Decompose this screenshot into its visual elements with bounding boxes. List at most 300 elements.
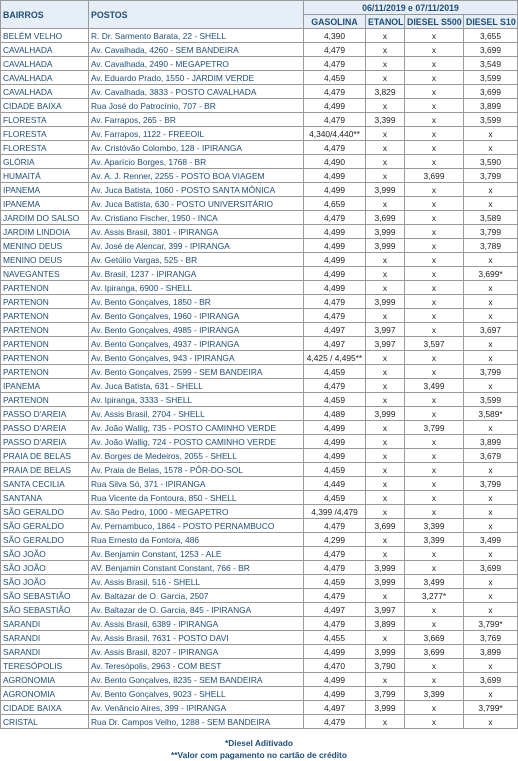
cell-posto: Av. Getúlio Vargas, 525 - BR [89, 253, 304, 267]
table-row [1, 169, 518, 183]
cell-etanol: 3,829 [366, 85, 405, 99]
cell-diesel-s500: x [405, 603, 464, 617]
cell-posto: Av. Assis Brasil, 6389 - IPIRANGA [89, 617, 304, 631]
cell-diesel-s500: x [405, 211, 464, 225]
cell-diesel-s10: x [464, 295, 518, 309]
table-row [1, 267, 518, 281]
cell-posto: Av. Bento Gonçalves, 4937 - IPIRANGA [89, 337, 304, 351]
cell-etanol: 3,999 [366, 225, 405, 239]
cell-bairro: SARANDI [1, 645, 89, 659]
cell-etanol: x [366, 449, 405, 463]
cell-diesel-s10: 3,697 [464, 323, 518, 337]
cell-gasolina: 4,479 [304, 561, 366, 575]
table-row [1, 421, 518, 435]
cell-bairro: SÃO SEBASTIÃO [1, 589, 89, 603]
cell-bairro: MENINO DEUS [1, 253, 89, 267]
cell-bairro: PARTENON [1, 295, 89, 309]
cell-gasolina: 4,499 [304, 645, 366, 659]
cell-diesel-s500: x [405, 477, 464, 491]
table-row [1, 99, 518, 113]
table-row [1, 659, 518, 673]
table-row [1, 477, 518, 491]
header-diesel-s500: DIESEL S500 [405, 15, 464, 29]
cell-diesel-s10: 3,699 [464, 43, 518, 57]
cell-gasolina: 4,479 [304, 85, 366, 99]
cell-diesel-s10: 3,789 [464, 239, 518, 253]
cell-gasolina: 4,399 /4,479 [304, 505, 366, 519]
cell-diesel-s10: x [464, 603, 518, 617]
cell-bairro: JARDIM DO SALSO [1, 211, 89, 225]
cell-posto: Av. Borges de Medeiros, 2055 - SHELL [89, 449, 304, 463]
cell-diesel-s500: x [405, 617, 464, 631]
cell-bairro: SANTA CECILIA [1, 477, 89, 491]
cell-posto: Av. São Pedro, 1000 - MEGAPETRO [89, 505, 304, 519]
cell-gasolina: 4,479 [304, 141, 366, 155]
cell-bairro: PARTENON [1, 393, 89, 407]
table-row [1, 645, 518, 659]
table-row [1, 155, 518, 169]
cell-etanol: x [366, 267, 405, 281]
table-row [1, 463, 518, 477]
cell-etanol: x [366, 589, 405, 603]
cell-gasolina: 4,499 [304, 99, 366, 113]
cell-gasolina: 4,479 [304, 309, 366, 323]
cell-posto: Av. Bento Gonçalves, 4985 - IPIRANGA [89, 323, 304, 337]
cell-bairro: NAVEGANTES [1, 267, 89, 281]
cell-diesel-s10: 3,549 [464, 57, 518, 71]
cell-bairro: SÃO JOÃO [1, 575, 89, 589]
cell-diesel-s10: x [464, 589, 518, 603]
cell-diesel-s10: 3,499 [464, 533, 518, 547]
cell-bairro: PARTENON [1, 323, 89, 337]
cell-diesel-s500: x [405, 351, 464, 365]
cell-diesel-s500: x [405, 85, 464, 99]
cell-gasolina: 4,497 [304, 323, 366, 337]
cell-diesel-s500: x [405, 127, 464, 141]
cell-gasolina: 4,479 [304, 43, 366, 57]
cell-bairro: IPANEMA [1, 183, 89, 197]
cell-posto: Av. Bento Gonçalves, 1960 - IPIRANGA [89, 309, 304, 323]
cell-diesel-s10: 3,799 [464, 169, 518, 183]
cell-bairro: GLÓRIA [1, 155, 89, 169]
cell-diesel-s500: x [405, 267, 464, 281]
cell-diesel-s10: 3,899 [464, 99, 518, 113]
cell-gasolina: 4,499 [304, 169, 366, 183]
cell-etanol: x [366, 379, 405, 393]
cell-etanol: x [366, 57, 405, 71]
table-row [1, 589, 518, 603]
cell-etanol: x [366, 393, 405, 407]
cell-diesel-s10: 3,699* [464, 267, 518, 281]
cell-diesel-s500: x [405, 281, 464, 295]
cell-diesel-s500: x [405, 659, 464, 673]
cell-posto: Av. José de Alencar, 399 - IPIRANGA [89, 239, 304, 253]
cell-bairro: PARTENON [1, 351, 89, 365]
cell-gasolina: 4,479 [304, 295, 366, 309]
table-row [1, 211, 518, 225]
cell-diesel-s500: x [405, 407, 464, 421]
cell-bairro: JARDIM LINDOIA [1, 225, 89, 239]
cell-gasolina: 4,659 [304, 197, 366, 211]
cell-posto: Av. Cristóvão Colombo, 128 - IPIRANGA [89, 141, 304, 155]
cell-bairro: PASSO D'AREIA [1, 407, 89, 421]
cell-gasolina: 4,390 [304, 29, 366, 43]
cell-gasolina: 4,479 [304, 57, 366, 71]
cell-diesel-s500: 3,499 [405, 379, 464, 393]
cell-bairro: PARTENON [1, 337, 89, 351]
cell-posto: Av. Assis Brasil, 8207 - IPIRANGA [89, 645, 304, 659]
cell-bairro: CAVALHADA [1, 71, 89, 85]
cell-etanol: x [366, 505, 405, 519]
cell-diesel-s10: 3,699 [464, 561, 518, 575]
cell-gasolina: 4,459 [304, 575, 366, 589]
cell-diesel-s10: x [464, 281, 518, 295]
cell-gasolina: 4,340/4,440** [304, 127, 366, 141]
cell-etanol: x [366, 169, 405, 183]
cell-posto: Av. Pernambuco, 1864 - POSTO PERNAMBUCO [89, 519, 304, 533]
cell-diesel-s500: x [405, 225, 464, 239]
footnotes [0, 737, 518, 761]
cell-gasolina: 4,425 / 4,495** [304, 351, 366, 365]
cell-diesel-s10: 3,799* [464, 617, 518, 631]
cell-etanol: x [366, 547, 405, 561]
cell-diesel-s500: x [405, 309, 464, 323]
header-period: 06/11/2019 e 07/11/2019 [304, 1, 518, 15]
note-diesel-aditivado: *Diesel Aditivado [224, 738, 294, 748]
cell-etanol: x [366, 99, 405, 113]
cell-etanol: x [366, 351, 405, 365]
cell-etanol: x [366, 365, 405, 379]
table-row [1, 323, 518, 337]
cell-diesel-s500: x [405, 295, 464, 309]
cell-etanol: 3,699 [366, 519, 405, 533]
cell-bairro: SARANDI [1, 631, 89, 645]
cell-diesel-s10: x [464, 351, 518, 365]
cell-diesel-s500: x [405, 99, 464, 113]
cell-diesel-s10: 3,799 [464, 225, 518, 239]
cell-posto: Rua Vicente da Fontoura, 850 - SHELL [89, 491, 304, 505]
table-row [1, 701, 518, 715]
cell-bairro: CAVALHADA [1, 85, 89, 99]
cell-diesel-s500: x [405, 197, 464, 211]
cell-bairro: IPANEMA [1, 197, 89, 211]
cell-gasolina: 4,499 [304, 673, 366, 687]
cell-gasolina: 4,497 [304, 603, 366, 617]
cell-posto: Av. Baltazar de O. Garcia, 845 - IPIRANGA [89, 603, 304, 617]
cell-etanol: x [366, 533, 405, 547]
header-bairros: BAIRROS [1, 1, 89, 29]
cell-gasolina: 4,499 [304, 239, 366, 253]
cell-gasolina: 4,459 [304, 71, 366, 85]
cell-etanol: x [366, 253, 405, 267]
cell-bairro: CIDADE BAIXA [1, 99, 89, 113]
cell-bairro: SÃO JOÃO [1, 561, 89, 575]
cell-posto: Rua Ernesto da Fontora, 486 [89, 533, 304, 547]
cell-diesel-s10: x [464, 687, 518, 701]
cell-diesel-s10: x [464, 127, 518, 141]
cell-posto: Rua José do Patrocínio, 707 - BR [89, 99, 304, 113]
cell-bairro: AGRONOMIA [1, 673, 89, 687]
table-row [1, 85, 518, 99]
cell-posto: Rua Silva Só, 371 - IPIRANGA [89, 477, 304, 491]
table-header [1, 1, 518, 29]
cell-diesel-s500: 3,699 [405, 645, 464, 659]
cell-posto: Av. Juca Batista, 631 - SHELL [89, 379, 304, 393]
cell-bairro: HUMAITÁ [1, 169, 89, 183]
cell-gasolina: 4,499 [304, 225, 366, 239]
table-row [1, 379, 518, 393]
cell-posto: Av. Aparício Borges, 1768 - BR [89, 155, 304, 169]
cell-diesel-s500: x [405, 43, 464, 57]
cell-diesel-s10: 3,699 [464, 85, 518, 99]
table-row [1, 533, 518, 547]
cell-etanol: 3,799 [366, 687, 405, 701]
cell-etanol: x [366, 29, 405, 43]
cell-diesel-s500: 3,399 [405, 533, 464, 547]
cell-posto: Av. Praia de Belas, 1578 - PÔR-DO-SOL [89, 463, 304, 477]
cell-diesel-s10: 3,899 [464, 435, 518, 449]
cell-gasolina: 4,499 [304, 687, 366, 701]
header-gasolina: GASOLINA [304, 15, 366, 29]
table-row [1, 547, 518, 561]
table-row [1, 309, 518, 323]
cell-gasolina: 4,479 [304, 715, 366, 729]
cell-etanol: 3,399 [366, 113, 405, 127]
table-row [1, 687, 518, 701]
cell-posto: Av. Ipiranga, 3333 - SHELL [89, 393, 304, 407]
cell-posto: Av. Eduardo Prado, 1550 - JARDIM VERDE [89, 71, 304, 85]
table-row [1, 239, 518, 253]
cell-bairro: CAVALHADA [1, 57, 89, 71]
cell-etanol: x [366, 281, 405, 295]
cell-posto: Av. Baltazar de O. Garcia, 2507 [89, 589, 304, 603]
cell-etanol: 3,790 [366, 659, 405, 673]
cell-gasolina: 4,479 [304, 211, 366, 225]
cell-bairro: CRISTAL [1, 715, 89, 729]
cell-gasolina: 4,499 [304, 267, 366, 281]
cell-posto: Av. Bento Gonçalves, 1850 - BR [89, 295, 304, 309]
cell-diesel-s10: x [464, 421, 518, 435]
cell-bairro: SÃO GERALDO [1, 505, 89, 519]
cell-bairro: SÃO JOÃO [1, 547, 89, 561]
cell-etanol: x [366, 477, 405, 491]
table-row [1, 365, 518, 379]
cell-posto: Av. Cristiano Fischer, 1950 - INCA [89, 211, 304, 225]
cell-gasolina: 4,459 [304, 463, 366, 477]
cell-bairro: CAVALHADA [1, 43, 89, 57]
cell-posto: Av. Cavalhada, 2490 - MEGAPETRO [89, 57, 304, 71]
cell-gasolina: 4,455 [304, 631, 366, 645]
cell-diesel-s10: x [464, 463, 518, 477]
cell-posto: Av. Teresópolis, 2963 - COM BEST [89, 659, 304, 673]
header-postos: POSTOS [89, 1, 304, 29]
cell-diesel-s500: x [405, 239, 464, 253]
cell-etanol: x [366, 141, 405, 155]
table-row [1, 631, 518, 645]
header-diesel-s10: DIESEL S10 [464, 15, 518, 29]
cell-diesel-s500: x [405, 365, 464, 379]
cell-bairro: IPANEMA [1, 379, 89, 393]
cell-diesel-s10: 3,599 [464, 71, 518, 85]
cell-etanol: x [366, 309, 405, 323]
cell-diesel-s500: 3,597 [405, 337, 464, 351]
cell-bairro: PASSO D'AREIA [1, 435, 89, 449]
table-row [1, 449, 518, 463]
cell-bairro: SÃO GERALDO [1, 533, 89, 547]
cell-posto: R. Dr. Sarmento Barata, 22 - SHELL [89, 29, 304, 43]
cell-bairro: FLORESTA [1, 141, 89, 155]
cell-gasolina: 4,499 [304, 183, 366, 197]
table-row [1, 519, 518, 533]
cell-gasolina: 4,479 [304, 113, 366, 127]
cell-diesel-s10: 3,699 [464, 673, 518, 687]
cell-etanol: 3,999 [366, 407, 405, 421]
cell-gasolina: 4,489 [304, 407, 366, 421]
table-row [1, 29, 518, 43]
table-body [1, 29, 518, 729]
cell-diesel-s10: x [464, 505, 518, 519]
cell-posto: Av. João Wallig, 724 - POSTO CAMINHO VERDE [89, 435, 304, 449]
cell-gasolina: 4,499 [304, 421, 366, 435]
cell-etanol: 3,997 [366, 323, 405, 337]
cell-posto: Av. Assis Brasil, 2704 - SHELL [89, 407, 304, 421]
cell-etanol: 3,899 [366, 617, 405, 631]
cell-diesel-s10: x [464, 659, 518, 673]
cell-gasolina: 4,479 [304, 589, 366, 603]
cell-gasolina: 4,499 [304, 449, 366, 463]
cell-etanol: 3,999 [366, 561, 405, 575]
cell-gasolina: 4,479 [304, 519, 366, 533]
table-row [1, 505, 518, 519]
cell-posto: Av. Bento Gonçalves, 9023 - SHELL [89, 687, 304, 701]
cell-diesel-s10: x [464, 575, 518, 589]
cell-posto: Av. Juca Batista, 1060 - POSTO SANTA MÔNICA [89, 183, 304, 197]
cell-posto: Av. Brasil, 1237 - IPIRANGA [89, 267, 304, 281]
cell-posto: Av. Cavalhada, 4260 - SEM BANDEIRA [89, 43, 304, 57]
cell-diesel-s500: x [405, 547, 464, 561]
cell-diesel-s500: x [405, 491, 464, 505]
cell-posto: Rua Dr. Campos Velho, 1288 - SEM BANDEIRA [89, 715, 304, 729]
cell-diesel-s500: 3,699 [405, 169, 464, 183]
cell-etanol: x [366, 421, 405, 435]
cell-diesel-s10: x [464, 491, 518, 505]
table-row [1, 127, 518, 141]
cell-diesel-s10: x [464, 309, 518, 323]
cell-diesel-s10: 3,799 [464, 477, 518, 491]
cell-diesel-s500: x [405, 435, 464, 449]
cell-posto: Av. João Wallig, 735 - POSTO CAMINHO VERDE [89, 421, 304, 435]
cell-etanol: x [366, 43, 405, 57]
table-row [1, 673, 518, 687]
cell-bairro: MENINO DEUS [1, 239, 89, 253]
cell-posto: AV. Benjamin Constant Constant, 766 - BR [89, 561, 304, 575]
cell-diesel-s10: 3,589* [464, 407, 518, 421]
cell-diesel-s500: x [405, 71, 464, 85]
cell-diesel-s10: 3,599 [464, 113, 518, 127]
cell-posto: Av. Bento Gonçalves, 943 - IPIRANGA [89, 351, 304, 365]
cell-posto: Av. Venâncio Aires, 399 - IPIRANGA [89, 701, 304, 715]
cell-etanol: x [366, 197, 405, 211]
cell-posto: Av. Juca Batista, 630 - POSTO UNIVERSITÁRIO [89, 197, 304, 211]
cell-diesel-s10: 3,769 [464, 631, 518, 645]
cell-diesel-s500: x [405, 505, 464, 519]
cell-diesel-s500: x [405, 701, 464, 715]
table-row [1, 407, 518, 421]
cell-gasolina: 4,490 [304, 155, 366, 169]
cell-diesel-s10: x [464, 519, 518, 533]
cell-posto: Av. Assis Brasil, 516 - SHELL [89, 575, 304, 589]
table-row [1, 337, 518, 351]
table-row [1, 603, 518, 617]
cell-posto: Av. Bento Gonçalves, 8235 - SEM BANDEIRA [89, 673, 304, 687]
cell-diesel-s10: 3,799* [464, 701, 518, 715]
cell-diesel-s500: x [405, 673, 464, 687]
cell-bairro: PARTENON [1, 309, 89, 323]
cell-bairro: SARANDI [1, 617, 89, 631]
cell-diesel-s10: x [464, 253, 518, 267]
cell-diesel-s500: x [405, 253, 464, 267]
cell-gasolina: 4,479 [304, 547, 366, 561]
table-row [1, 281, 518, 295]
cell-bairro: PASSO D'AREIA [1, 421, 89, 435]
cell-etanol: x [366, 491, 405, 505]
note-cartao-credito: **Valor com pagamento no cartão de crédito [171, 750, 347, 760]
cell-etanol: x [366, 127, 405, 141]
cell-diesel-s10: 3,679 [464, 449, 518, 463]
cell-posto: Av. Assis Brasil, 3801 - IPIRANGA [89, 225, 304, 239]
cell-diesel-s500: x [405, 463, 464, 477]
table-row [1, 183, 518, 197]
cell-gasolina: 4,459 [304, 365, 366, 379]
cell-bairro: BELÉM VELHO [1, 29, 89, 43]
table-row [1, 141, 518, 155]
cell-bairro: PRAIA DE BELAS [1, 449, 89, 463]
cell-gasolina: 4,497 [304, 701, 366, 715]
cell-gasolina: 4,470 [304, 659, 366, 673]
table-row [1, 491, 518, 505]
cell-diesel-s10: x [464, 715, 518, 729]
table-row [1, 295, 518, 309]
cell-diesel-s10: 3,589 [464, 211, 518, 225]
cell-diesel-s10: x [464, 197, 518, 211]
cell-diesel-s500: 3,277* [405, 589, 464, 603]
table-row [1, 351, 518, 365]
cell-diesel-s500: x [405, 323, 464, 337]
cell-diesel-s10: x [464, 141, 518, 155]
cell-bairro: AGRONOMIA [1, 687, 89, 701]
cell-diesel-s10: 3,799 [464, 365, 518, 379]
table-row [1, 197, 518, 211]
cell-diesel-s10: x [464, 547, 518, 561]
cell-diesel-s500: 3,399 [405, 519, 464, 533]
cell-posto: Av. Assis Brasil, 7631 - POSTO DAVI [89, 631, 304, 645]
table-row [1, 561, 518, 575]
cell-diesel-s500: 3,399 [405, 687, 464, 701]
cell-diesel-s10: x [464, 183, 518, 197]
cell-diesel-s500: x [405, 155, 464, 169]
cell-etanol: 3,999 [366, 701, 405, 715]
cell-etanol: 3,699 [366, 211, 405, 225]
cell-etanol: 3,997 [366, 603, 405, 617]
cell-gasolina: 4,459 [304, 393, 366, 407]
cell-gasolina: 4,499 [304, 281, 366, 295]
header-etanol: ETANOL [366, 15, 405, 29]
cell-etanol: x [366, 463, 405, 477]
table-row [1, 435, 518, 449]
cell-etanol: 3,999 [366, 575, 405, 589]
cell-posto: Av. Farrapos, 265 - BR [89, 113, 304, 127]
cell-gasolina: 4,479 [304, 617, 366, 631]
